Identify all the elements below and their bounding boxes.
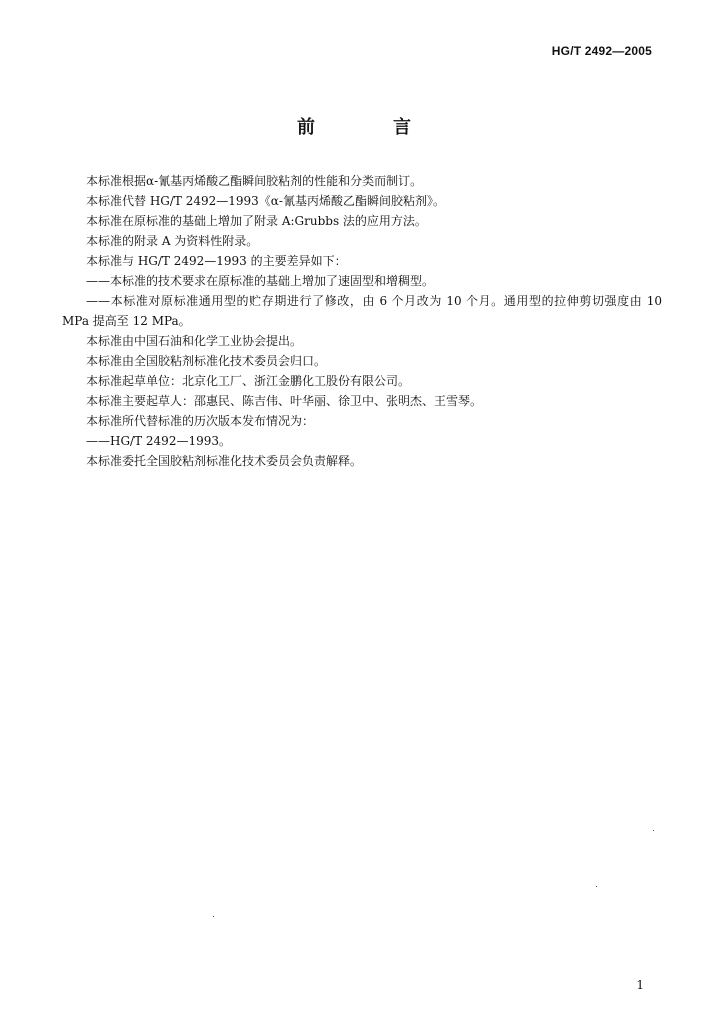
paragraph-difference-1: ——本标准的技术要求在原标准的基础上增加了速固型和增稠型。 (86, 274, 435, 288)
paragraph-proposed-by: 本标准由中国石油和化学工业协会提出。 (86, 334, 303, 348)
paragraph-drafting-units: 本标准起草单位：北京化工厂、浙江金鹏化工股份有限公司。 (86, 374, 411, 388)
paragraph-previous-editions: 本标准所代替标准的历次版本发布情况为： (86, 414, 315, 428)
paragraph-basis: 本标准根据α-氰基丙烯酸乙酯瞬间胶粘剂的性能和分类而制订。 (86, 174, 423, 188)
paragraph-replaces: 本标准代替 HG/T 2492—1993《α-氰基丙烯酸乙酯瞬间胶粘剂》。 (86, 194, 445, 208)
page-title: 前 言 (297, 117, 441, 138)
scan-speck (596, 886, 597, 887)
scan-speck (653, 830, 654, 831)
scan-speck (213, 916, 214, 917)
paragraph-appendix-added: 本标准在原标准的基础上增加了附录 A:Grubbs 法的应用方法。 (86, 214, 427, 228)
paragraph-interpretation: 本标准委托全国胶粘剂标准化技术委员会负责解释。 (86, 454, 363, 468)
standard-code: HG/T 2492—2005 (551, 44, 652, 58)
paragraph-centralized-by: 本标准由全国胶粘剂标准化技术委员会归口。 (86, 354, 327, 368)
page-number: 1 (636, 978, 644, 992)
paragraph-drafters: 本标准主要起草人：邵惠民、陈吉伟、叶华丽、徐卫中、张明杰、王雪琴。 (86, 394, 483, 408)
paragraph-appendix-type: 本标准的附录 A 为资料性附录。 (86, 234, 259, 248)
paragraph-difference-2: ——本标准对原标准通用型的贮存期进行了修改，由 6 个月改为 10 个月。通用型的拉伸剪切强度由 10 MPa 提高至 12 MPa。 (62, 294, 662, 328)
paragraph-differences-intro: 本标准与 HG/T 2492—1993 的主要差异如下： (86, 254, 347, 268)
foreword-body (62, 171, 662, 471)
paragraph-previous-edition-item: ——HG/T 2492—1993。 (86, 434, 231, 448)
